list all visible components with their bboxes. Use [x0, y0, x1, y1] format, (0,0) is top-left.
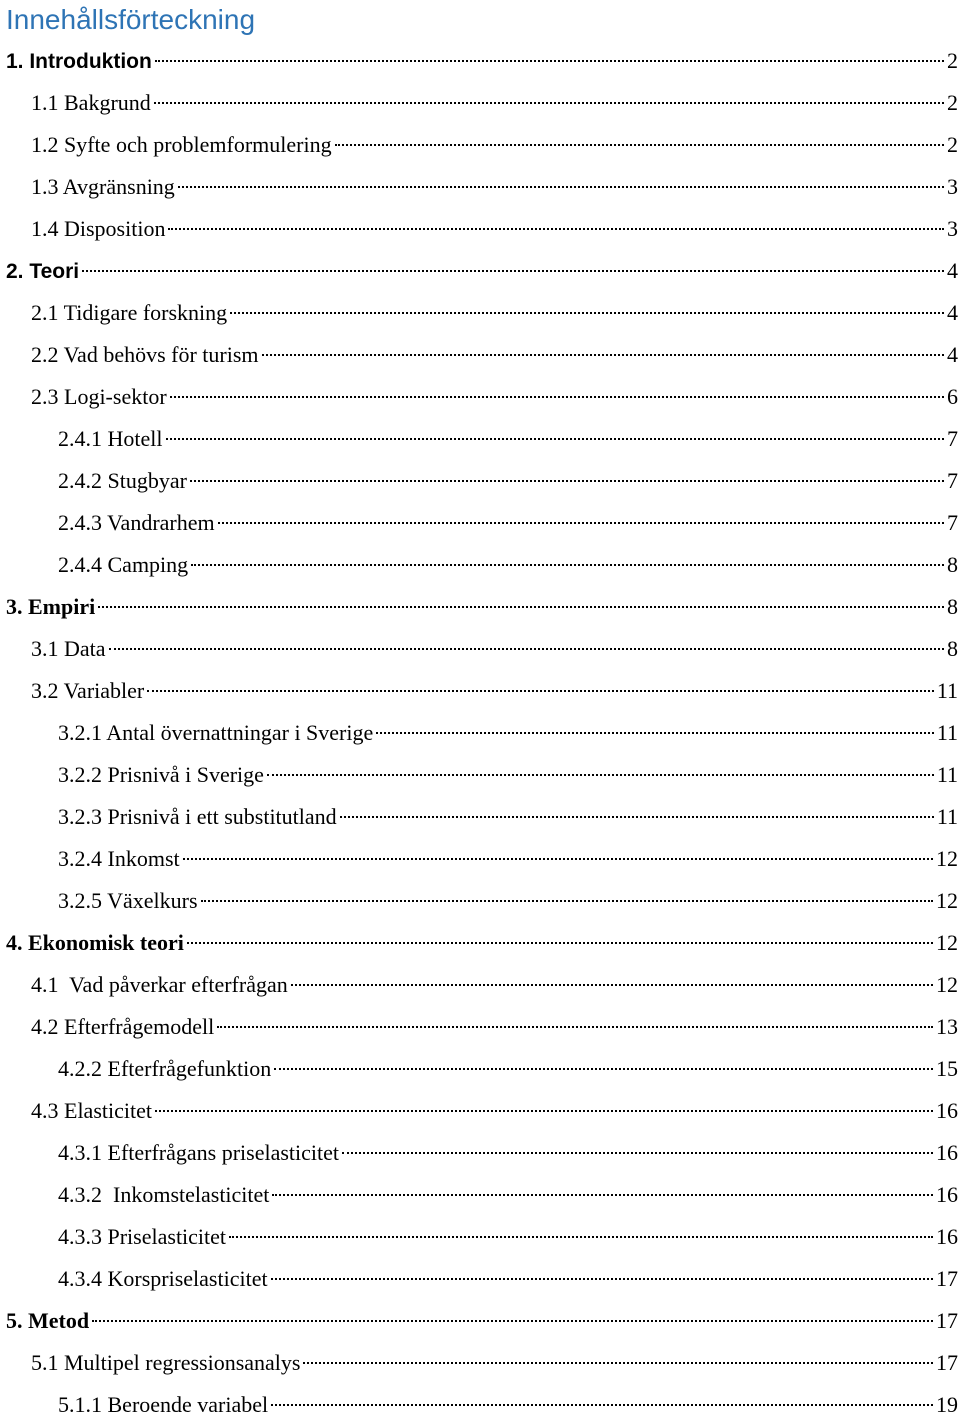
- toc-entry[interactable]: [0, 796, 960, 838]
- toc-page-number: 6: [947, 384, 958, 409]
- toc-entry[interactable]: [0, 124, 960, 166]
- toc-entry[interactable]: [0, 502, 960, 544]
- toc-entry-label: 5.1.1 Beroende variabel: [58, 1392, 269, 1417]
- toc-dot-leader: [274, 1068, 933, 1070]
- toc-dot-leader: [272, 1194, 933, 1196]
- toc-dot-leader: [154, 102, 944, 104]
- toc-page-number: 11: [936, 678, 958, 703]
- toc-page-number: 19: [936, 1392, 958, 1417]
- toc-dot-leader: [218, 522, 944, 524]
- toc-entry[interactable]: [0, 1174, 960, 1216]
- toc-entry-label: 3.2.4 Inkomst: [58, 846, 180, 871]
- toc-page-number: 7: [947, 468, 958, 493]
- toc-dot-leader: [178, 186, 944, 188]
- toc-entry[interactable]: [0, 40, 960, 82]
- toc-page-number: 4: [947, 258, 958, 283]
- toc-dot-leader: [98, 606, 944, 608]
- toc-page-number: 3: [947, 174, 958, 199]
- toc-entry-label: 4.2.2 Efterfrågefunktion: [58, 1056, 272, 1081]
- toc-page-number: 12: [936, 888, 958, 913]
- toc-entry[interactable]: [0, 964, 960, 1006]
- toc-dot-leader: [155, 1110, 933, 1112]
- toc-dot-leader: [168, 228, 944, 230]
- toc-entry[interactable]: [0, 208, 960, 250]
- toc-entry-label: 3.2.3 Prisnivå i ett substitutland: [58, 804, 337, 829]
- toc-dot-leader: [170, 396, 944, 398]
- toc-entry[interactable]: [0, 1384, 960, 1426]
- toc-dot-leader: [376, 732, 934, 734]
- toc-entry-label: 2.4.2 Stugbyar: [58, 468, 187, 493]
- toc-entry-label: 2.4.3 Vandrarhem: [58, 510, 215, 535]
- toc-entry[interactable]: [0, 166, 960, 208]
- toc-entry[interactable]: [0, 628, 960, 670]
- toc-page-number: 13: [936, 1014, 958, 1039]
- toc-page-number: 12: [936, 972, 958, 997]
- toc-dot-leader: [183, 858, 933, 860]
- toc-page-number: 8: [947, 636, 958, 661]
- toc-entry-label: 4.3.1 Efterfrågans priselasticitet: [58, 1140, 340, 1165]
- toc-entry-label: 4.3 Elasticitet: [31, 1098, 152, 1123]
- toc-page-number: 8: [947, 594, 958, 619]
- toc-entry[interactable]: [0, 82, 960, 124]
- toc-entry[interactable]: [0, 292, 960, 334]
- toc-entry-label: 1.3 Avgränsning: [31, 174, 175, 199]
- toc-dot-leader: [335, 144, 944, 146]
- toc-page-number: 11: [936, 720, 958, 745]
- toc-page-number: 8: [947, 552, 958, 577]
- toc-entry[interactable]: [0, 1090, 960, 1132]
- toc-dot-leader: [271, 1404, 933, 1406]
- toc-entry[interactable]: [0, 1300, 960, 1342]
- toc-entry-label: 1.1 Bakgrund: [31, 90, 151, 115]
- toc-dot-leader: [166, 438, 945, 440]
- toc-dot-leader: [82, 270, 944, 272]
- toc-entry-label: 5.1 Multipel regressionsanalys: [31, 1350, 301, 1375]
- toc-page-number: 12: [936, 930, 958, 955]
- toc-entry-label: 4.3.4 Korspriselasticitet: [58, 1266, 268, 1291]
- toc-page-number: 16: [936, 1098, 958, 1123]
- toc-entry[interactable]: [0, 544, 960, 586]
- toc-dot-leader: [340, 816, 934, 818]
- toc-page-number: 16: [936, 1224, 958, 1249]
- toc-entry-label: 3.1 Data: [31, 636, 106, 661]
- toc-entry-label: 4.3.2 Inkomstelasticitet: [58, 1182, 270, 1207]
- toc-dot-leader: [92, 1320, 933, 1322]
- toc-page-number: 16: [936, 1140, 958, 1165]
- toc-entry-label: 2.2 Vad behövs för turism: [31, 342, 259, 367]
- toc-page-number: 7: [947, 426, 958, 451]
- toc-list: [0, 40, 960, 1426]
- toc-page-number: 3: [947, 216, 958, 241]
- toc-entry[interactable]: [0, 376, 960, 418]
- toc-entry-label: 4.1 Vad påverkar efterfrågan: [31, 972, 288, 997]
- toc-entry-label: 5. Metod: [6, 1308, 90, 1333]
- toc-page-number: 17: [936, 1266, 958, 1291]
- toc-dot-leader: [230, 312, 944, 314]
- toc-page-number: 11: [936, 804, 958, 829]
- toc-entry-label: 3.2.5 Växelkurs: [58, 888, 198, 913]
- toc-entry[interactable]: [0, 880, 960, 922]
- toc-entry[interactable]: [0, 754, 960, 796]
- toc-dot-leader: [109, 648, 944, 650]
- toc-entry-label: 2.1 Tidigare forskning: [31, 300, 228, 325]
- toc-page-number: 2: [947, 48, 958, 73]
- toc-page-number: 12: [936, 846, 958, 871]
- toc-entry-label: 1.4 Disposition: [31, 216, 166, 241]
- toc-entry[interactable]: [0, 922, 960, 964]
- toc-dot-leader: [147, 690, 934, 692]
- toc-page-number: 11: [936, 762, 958, 787]
- toc-entry-label: 2.4.4 Camping: [58, 552, 189, 577]
- toc-page-number: 15: [936, 1056, 958, 1081]
- toc-dot-leader: [217, 1026, 933, 1028]
- toc-page-number: 17: [936, 1350, 958, 1375]
- toc-entry[interactable]: [0, 712, 960, 754]
- toc-entry-label: 4.3.3 Priselasticitet: [58, 1224, 227, 1249]
- toc-dot-leader: [291, 984, 933, 986]
- toc-entry-label: 2.3 Logi-sektor: [31, 384, 167, 409]
- toc-page-number: 4: [947, 300, 958, 325]
- toc-entry[interactable]: [0, 1216, 960, 1258]
- toc-dot-leader: [303, 1362, 933, 1364]
- toc-page-number: 4: [947, 342, 958, 367]
- toc-entry-label: 4. Ekonomisk teori: [6, 930, 184, 955]
- toc-entry-label: 3.2.2 Prisnivå i Sverige: [58, 762, 264, 787]
- toc-entry[interactable]: [0, 1258, 960, 1300]
- toc-entry[interactable]: [0, 838, 960, 880]
- toc-entry[interactable]: [0, 670, 960, 712]
- toc-entry-label: 1.2 Syfte och problemformulering: [31, 132, 332, 157]
- toc-entry-label: 1. Introduktion: [6, 50, 152, 73]
- toc-dot-leader: [271, 1278, 933, 1280]
- toc-page-number: 2: [947, 90, 958, 115]
- toc-dot-leader: [187, 942, 933, 944]
- toc-dot-leader: [191, 564, 944, 566]
- toc-entry[interactable]: [0, 1342, 960, 1384]
- toc-page-number: 7: [947, 510, 958, 535]
- toc-page-number: 17: [936, 1308, 958, 1333]
- toc-entry-label: 3.2.1 Antal övernattningar i Sverige: [58, 720, 374, 745]
- toc-entry[interactable]: [0, 586, 960, 628]
- toc-entry[interactable]: [0, 460, 960, 502]
- toc-dot-leader: [229, 1236, 933, 1238]
- toc-dot-leader: [155, 60, 944, 62]
- toc-entry[interactable]: [0, 250, 960, 292]
- toc-entry[interactable]: [0, 1006, 960, 1048]
- toc-dot-leader: [267, 774, 934, 776]
- toc-entry[interactable]: [0, 1132, 960, 1174]
- toc-page-number: 16: [936, 1182, 958, 1207]
- toc-entry[interactable]: [0, 418, 960, 460]
- toc-entry[interactable]: [0, 334, 960, 376]
- toc-entry-label: 3. Empiri: [6, 594, 96, 619]
- toc-dot-leader: [262, 354, 944, 356]
- toc-entry-label: 2. Teori: [6, 260, 80, 283]
- toc-entry-label: 4.2 Efterfrågemodell: [31, 1014, 215, 1039]
- toc-page-number: 2: [947, 132, 958, 157]
- toc-entry[interactable]: [0, 1048, 960, 1090]
- toc-dot-leader: [342, 1152, 933, 1154]
- toc-entry-label: 3.2 Variabler: [31, 678, 145, 703]
- toc-dot-leader: [201, 900, 933, 902]
- toc-heading: Innehållsförteckning: [6, 4, 256, 35]
- toc-dot-leader: [190, 480, 944, 482]
- toc-entry-label: 2.4.1 Hotell: [58, 426, 163, 451]
